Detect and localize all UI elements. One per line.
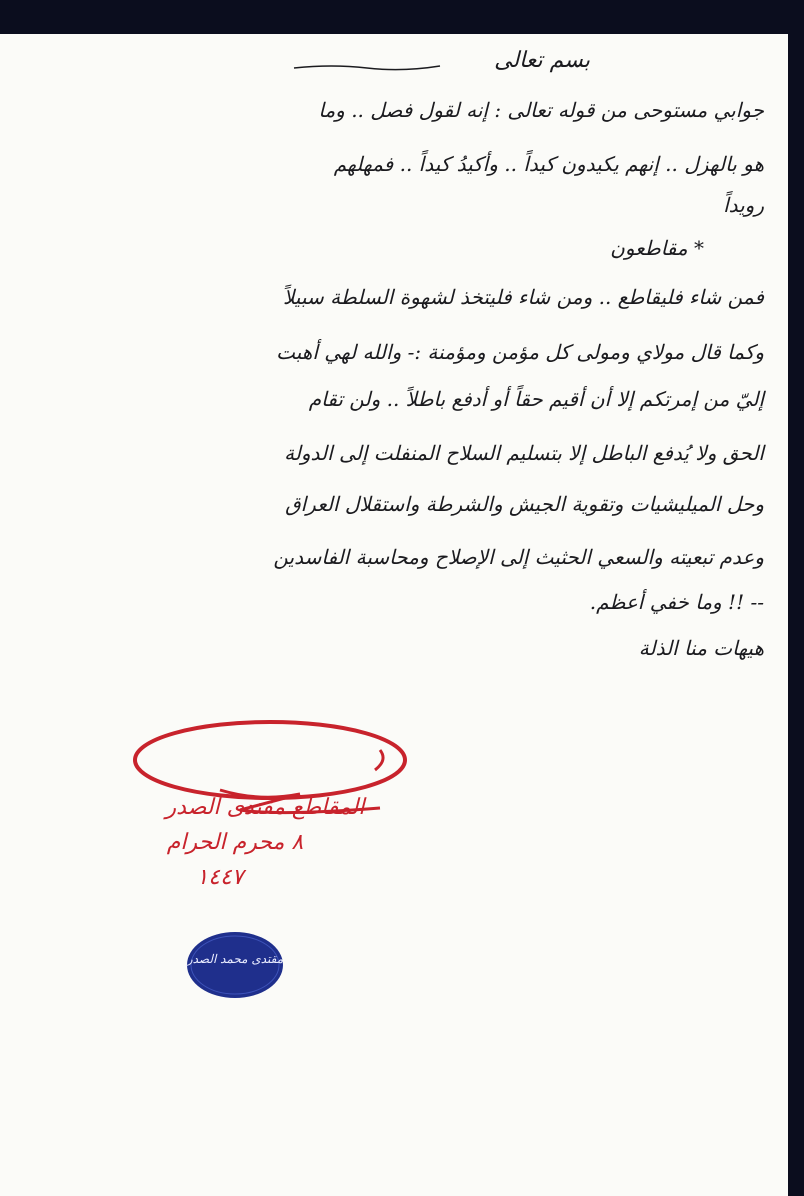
signature-year: ١٤٤٧: [196, 865, 244, 890]
letter-heading: بسم تعالى: [494, 48, 590, 73]
screen-top-border: [0, 0, 804, 34]
signature-date: ٨ محرم الحرام: [166, 830, 304, 855]
letter-line-6: إليّ من إمرتكم إلا أن أقيم حقاً أو أدفع باطلاً .. ولن تقام: [308, 387, 764, 411]
letter-line-7: الحق ولا يُدفع الباطل إلا بتسليم السلاح المنفلت إلى الدولة: [284, 441, 764, 465]
letter-line-9: وعدم تبعيته والسعي الحثيث إلى الإصلاح ومحاسبة الفاسدين: [273, 545, 764, 569]
heading-underline-stroke: [292, 62, 442, 72]
letter-subheading: * مقاطعون: [610, 236, 704, 260]
screen-right-border: [788, 34, 804, 1196]
letter-line-10: -- !! وما خفي أعظم.: [589, 590, 764, 614]
letter-line-5: وكما قال مولاي ومولى كل مؤمن ومؤمنة :- والله لهي أهبت: [276, 340, 764, 364]
letter-line-3: رويداً: [723, 193, 764, 217]
seal-text: مقتدى محمد الصدر: [186, 952, 284, 966]
letter-line-8: وحل الميليشيات وتقوية الجيش والشرطة واستقلال العراق: [285, 492, 764, 516]
letter-line-4: فمن شاء فليقاطع .. ومن شاء فليتخذ لشهوة السلطة سبيلاً: [282, 285, 764, 309]
letter-line-2: هو بالهزل .. إنهم يكيدون كيداً .. وأكيدُ كيداً .. فمهلهم: [333, 152, 764, 176]
letter-line-1: جوابي مستوحى من قوله تعالى : إنه لقول فصل .. وما: [318, 98, 764, 122]
signature-name: المقاطع مقتدى الصدر: [165, 795, 365, 820]
letter-closing-line: هيهات منا الذلة: [638, 636, 764, 660]
